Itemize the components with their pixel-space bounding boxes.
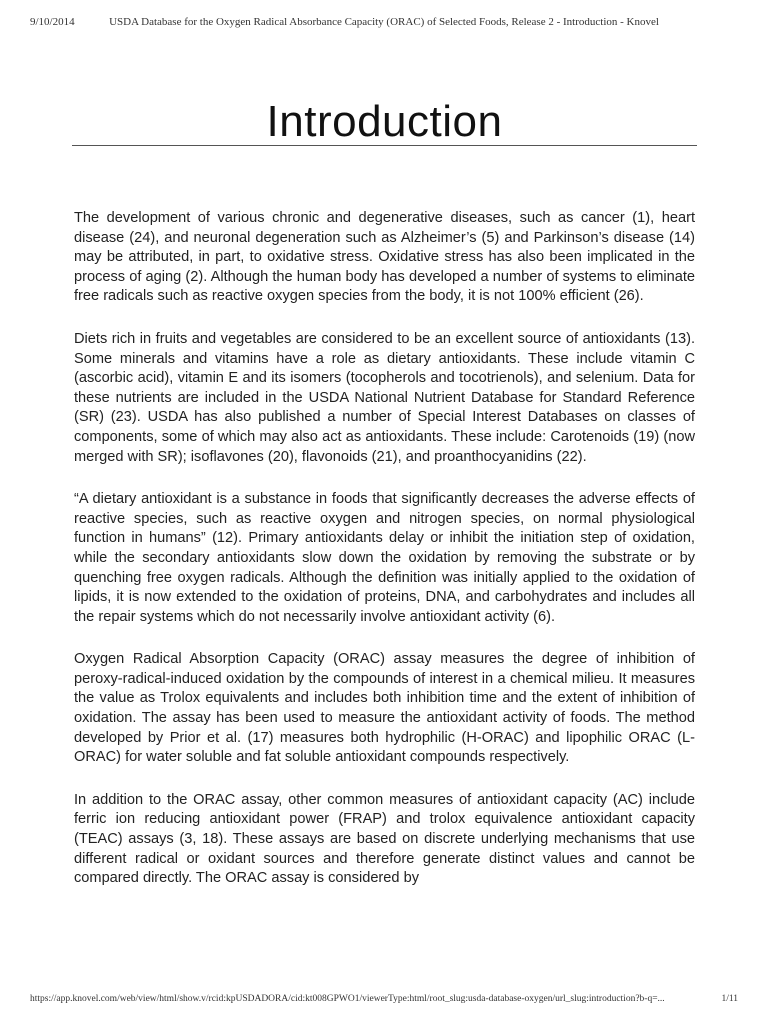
paragraph-1: The development of various chronic and degenerative diseases, such as cancer (1), heart disease (24), and neuronal degeneration such as Alzheimer’s (5) and Parkinson’s disease (14) may be attributed, in part, to oxidative stress. Oxidative stress has also been implicated in the process of aging (2). Although the human body has developed a number of systems to eliminate free radicals such as reactive oxygen species from the body, it is not 100% efficient (26). bbox=[74, 210, 695, 305]
paragraph-4: Oxygen Radical Absorption Capacity (ORAC) assay measures the degree of inhibition of peroxy-radical-induced oxidation by the compounds of interest in a chemical milieu. It measures the value as Trolox equivalents and includes both inhibition time and the extent of inhibition of oxidation. The assay has been used to measure the antioxidant activity of foods. The method developed by Prior et al. (17) measures both hydrophilic (H-ORAC) and lipophilic ORAC (L-ORAC) for water soluble and fat soluble antioxidant compounds respectively. bbox=[74, 651, 695, 766]
page-url: https://app.knovel.com/web/view/html/show.v/rcid:kpUSDADORA/cid:kt008GPWO1/viewerType:html/root_slug:usda-database-oxygen/url_slug:introduction?b-q=... bbox=[30, 994, 665, 1004]
page-number: 1/11 bbox=[721, 994, 738, 1004]
print-footer bbox=[30, 994, 738, 1008]
document-title: USDA Database for the Oxygen Radical Absorbance Capacity (ORAC) of Selected Foods, Release 2 - Introduction - Knovel bbox=[109, 16, 659, 28]
article-body bbox=[74, 209, 695, 979]
paragraph-2: Diets rich in fruits and vegetables are considered to be an excellent source of antioxidants (13). Some minerals and vitamins have a role as dietary antioxidants. These include vitamin C (ascorbic acid), vitamin E and its isomers (tocopherols and tocotrienols), and selenium. Data for these nutrients are included in the USDA National Nutrient Database for Standard Reference (SR) (23). USDA has also published a number of Special Interest Databases on classes of components, some of which may also act as antioxidants. These include: Carotenoids (19) (now merged with SR); isoflavones (20), flavonoids (21), and proanthocyanidins (22). bbox=[74, 330, 695, 465]
paragraph-5: In addition to the ORAC assay, other common measures of antioxidant capacity (AC) include ferric ion reducing antioxidant power (FRAP) and trolox equivalence antioxidant capacity (TEAC) assays (3, 18). These assays are based on discrete underlying mechanisms that use different radical or oxidant sources and therefore generate distinct values and cannot be compared directly. The ORAC assay is considered by bbox=[74, 791, 695, 887]
title-divider bbox=[72, 145, 697, 146]
paragraph-3: “A dietary antioxidant is a substance in foods that significantly decreases the adverse effects of reactive species, such as reactive oxygen and nitrogen species, on normal physiological function in humans” (12). Primary antioxidants delay or inhibit the initiation step of oxidation, while the secondary antioxidants slow down the oxidation by removing the substrate or by quenching free oxygen radicals. Although the definition was initially applied to the oxidation of lipids, it is now extended to the oxidation of proteins, DNA, and carbohydrates and includes all the repair systems which do not necessarily involve antioxidant activity (6). bbox=[74, 491, 695, 625]
print-date: 9/10/2014 bbox=[30, 16, 75, 28]
page-title: Introduction bbox=[266, 97, 503, 146]
print-header bbox=[30, 16, 738, 30]
